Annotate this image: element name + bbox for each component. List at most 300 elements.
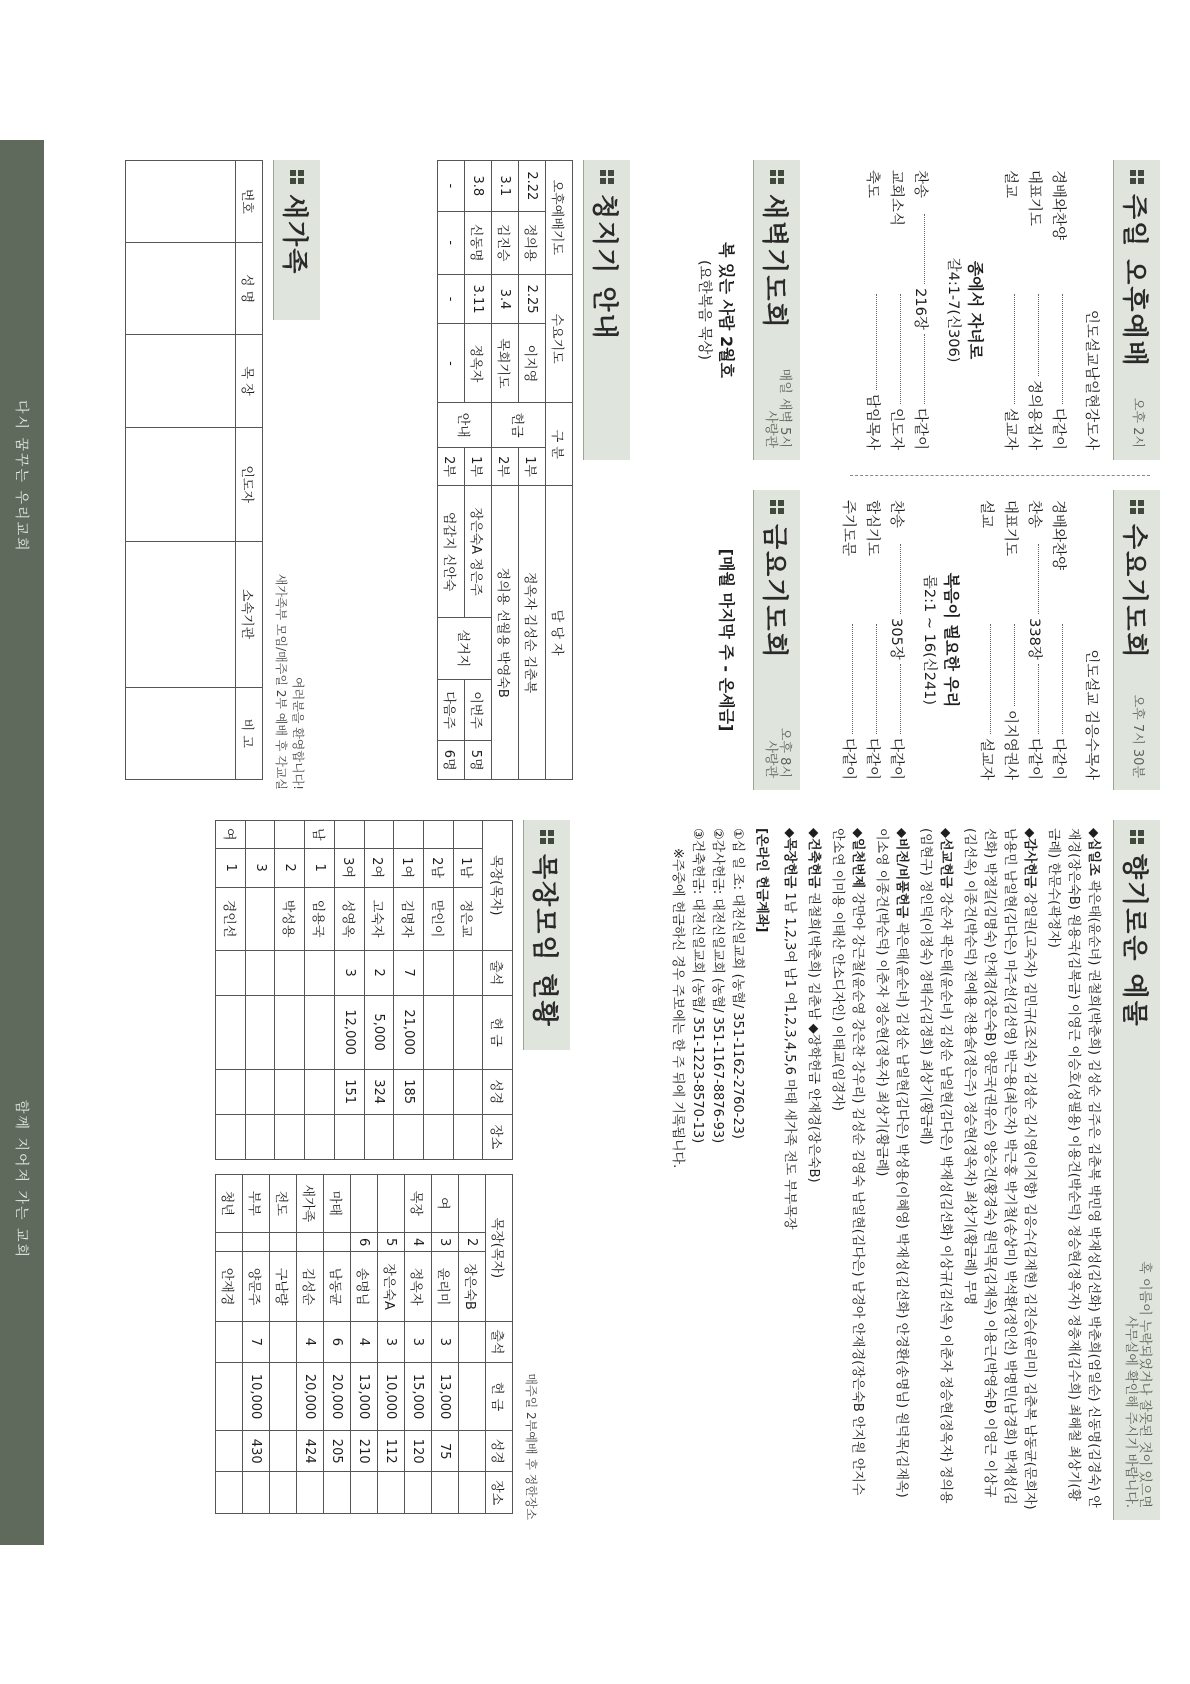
table-cell: 김진승 (492, 211, 519, 274)
table-cell: 신동명 (465, 211, 492, 274)
dotted-leader (1038, 294, 1039, 376)
online-account-title: [온라인 헌금계좌] (754, 828, 769, 933)
table-cell (270, 1430, 297, 1471)
section-bullet-icon (1130, 500, 1144, 514)
offering-paragraph: ◆선교헌금 강순자 곽은태(윤순녀) 김성순 남일현(김다은) 박재성(김선화) 이상규(김선옥) 이춘자 정승현(정옥자) 정의용(임현구) 정인덕(이정숙) 정태수(김정희) 최상기(황금례) (918, 828, 953, 1504)
table-cell: 2 (364, 950, 394, 995)
table-cell: 김성순 (297, 1252, 324, 1321)
wednesday-row: 설교 설교자 (978, 500, 995, 780)
table-cell: 남동균 (324, 1252, 351, 1321)
table-cell: 송명님 (351, 1252, 378, 1321)
table-cell (405, 1472, 432, 1514)
table-cell: 목 장 (236, 335, 263, 427)
table-cell (126, 541, 236, 687)
table-cell (453, 1114, 483, 1159)
offering-paragraph: ◆일천번제 강만아 강근철(윤순영 강은찬 강우리) 김성순 김영숙 남일현(김다은) 남경아 안재경(장은숙B 안지원 안지수 안소연 이미용 이태산 안소디자인) 이태교(임경자) (830, 828, 865, 1496)
table-cell: 15,000 (405, 1363, 432, 1431)
table-cell: 목장(목자) (486, 1175, 513, 1322)
table-cell: 윤리미 (432, 1252, 459, 1321)
table-cell (126, 687, 236, 779)
table-cell: 정은교 (453, 887, 483, 950)
table-cell (459, 1472, 486, 1514)
table-cell: 정옥자 (405, 1252, 432, 1321)
table-cell: 6 (351, 1232, 378, 1252)
table-cell: 이번주 (465, 679, 492, 741)
table-row (126, 161, 236, 780)
table-cell: 헌금 (492, 403, 546, 447)
table-cell: 185 (394, 1069, 424, 1114)
section-bullet-icon (770, 500, 784, 514)
table-cell: 4 (405, 1232, 432, 1252)
table-row (216, 1175, 243, 1514)
table-cell (378, 1472, 405, 1514)
table-cell: 2부 (492, 447, 519, 485)
table-cell: 5,000 (364, 995, 394, 1069)
wednesday-sermon-ref: 롬2:1 ~ 16(신241) (921, 574, 937, 706)
table-cell: 12,000 (334, 995, 364, 1069)
sunday-row: 교회소식 인도자 (888, 170, 905, 450)
new-family-note: 새가족부 모임/매주일 2부 예배 후 각교실 (274, 573, 288, 790)
sunday-leader: 인도설교남일현강도사 (1083, 309, 1099, 450)
table-row (364, 821, 394, 1160)
online-account: ①십 일 조: 대전신일교회 (농협/ 351-1162-2760-23) (730, 828, 745, 1139)
table-cell: 424 (297, 1430, 324, 1471)
table-cell (245, 1114, 275, 1159)
table-cell (216, 1232, 243, 1252)
table-cell: 3 (334, 950, 364, 995)
table-cell (245, 821, 275, 849)
table-row (483, 821, 513, 1160)
table-cell: 3 (432, 1321, 459, 1362)
table-cell: 2.25 (519, 274, 546, 324)
table-cell (432, 1472, 459, 1514)
table-cell: 성경 (486, 1430, 513, 1471)
table-cell (270, 1363, 297, 1431)
dotted-leader (876, 294, 877, 390)
table-cell: 1여 (394, 848, 424, 887)
table-row (405, 1175, 432, 1514)
table-row (459, 1175, 486, 1514)
table-cell: 3.11 (465, 274, 492, 324)
wednesday-prayer-section (838, 490, 1160, 790)
table-cell: 담 당 자 (546, 486, 573, 780)
offering-paragraph: ◆비전/비품헌금 곽은태(윤순녀) 김성순 남일현(김다은) 박성용(이혜영) 박재성(김선화) 안경환(송명님) 원덕목(김재옥) 이소영 이종건(박순덕) 이춘자 정승현(정옥자) 최상기(황금례) (874, 828, 909, 1498)
friday-prayer-time: 오후 8시 사랑관 (763, 727, 792, 778)
offering-section (663, 820, 1160, 1520)
table-cell: 장소 (486, 1472, 513, 1514)
table-cell: 6명 (438, 741, 465, 780)
table-cell (351, 1472, 378, 1514)
steward-title: 청지기 안내 (589, 194, 620, 341)
table-cell (423, 1114, 453, 1159)
table-cell: 7 (394, 950, 424, 995)
table-cell (216, 1472, 243, 1514)
sunday-row: 찬송 216장 다같이 (912, 170, 929, 450)
table-cell (364, 1114, 394, 1159)
dotted-leader (852, 624, 853, 734)
table-cell: - (438, 274, 465, 324)
dotted-leader (900, 544, 901, 614)
table-row (216, 821, 246, 1160)
table-cell (324, 1472, 351, 1514)
table-cell: - (438, 211, 465, 274)
table-cell: 1 (216, 848, 246, 887)
table-cell: 1 (305, 848, 335, 887)
table-cell: 출석 (486, 1321, 513, 1362)
table-cell: 구남량 (270, 1252, 297, 1321)
table-cell: 13,000 (432, 1363, 459, 1431)
table-cell (394, 821, 424, 849)
table-cell: 구 분 (546, 403, 573, 486)
sunday-service-header (1113, 160, 1160, 460)
dawn-prayer-subtitle: (요한복음 묵상) (696, 260, 712, 360)
table-cell: 3.4 (492, 274, 519, 324)
table-cell: 151 (334, 1069, 364, 1114)
table-cell: 비 고 (236, 687, 263, 779)
table-cell: 헌 금 (483, 995, 513, 1069)
table-cell: 마태 (324, 1175, 351, 1233)
table-cell: 남 (305, 821, 335, 849)
table-cell: 헌 금 (486, 1363, 513, 1431)
table-cell: 2 (275, 848, 305, 887)
table-cell: 112 (378, 1430, 405, 1471)
dotted-leader (924, 214, 925, 284)
table-row (351, 1175, 378, 1514)
wednesday-row: 찬송 338장 다같이 (1026, 500, 1043, 780)
table-cell: 장은숙A 정은주 (465, 486, 492, 618)
dotted-leader (1062, 624, 1063, 734)
table-cell: 새가족 (297, 1175, 324, 1233)
table-cell: 205 (324, 1430, 351, 1471)
table-cell (305, 950, 335, 995)
table-cell: 부부 (243, 1175, 270, 1233)
sunday-row: 대표기도 정의용집사 (1026, 170, 1043, 450)
steward-section (437, 160, 630, 790)
section-bullet-icon (770, 170, 784, 184)
table-cell: 경인선 (216, 887, 246, 950)
table-cell: 2부 (438, 447, 465, 485)
table-cell: 수요기도 (546, 274, 573, 403)
table-cell (453, 1069, 483, 1114)
table-cell (126, 242, 236, 334)
friday-prayer-header (753, 490, 800, 790)
section-bullet-icon (290, 170, 304, 184)
friday-prayer-section (716, 490, 800, 790)
table-cell: 김명자 (394, 887, 424, 950)
table-row (453, 821, 483, 1160)
table-cell (216, 1430, 243, 1471)
table-row (546, 161, 573, 780)
table-cell (459, 1430, 486, 1471)
cell-group-note: 매주일 2부예배 후 정한장소 (524, 1373, 538, 1520)
dotted-leader (900, 294, 901, 404)
cell-group-table-right (215, 1174, 513, 1514)
table-cell: 7 (243, 1321, 270, 1362)
table-row (334, 821, 364, 1160)
table-cell: 양문주 (243, 1252, 270, 1321)
table-cell: 인도자 (236, 427, 263, 541)
cell-group-section (215, 820, 570, 1520)
table-cell (378, 1175, 405, 1233)
table-cell: 안내 (438, 403, 492, 447)
table-cell (245, 995, 275, 1069)
table-cell (243, 1472, 270, 1514)
table-cell: 1부 (465, 447, 492, 485)
table-cell (324, 1232, 351, 1252)
table-row (275, 821, 305, 1160)
offering-notice: 혹 이름이 누락되었거나 잘못된 것이 있으면 사무실에 확인해 주시기 바랍니다. (1123, 1261, 1152, 1508)
table-cell: 430 (243, 1430, 270, 1471)
table-cell: 20,000 (324, 1363, 351, 1431)
table-cell (334, 1114, 364, 1159)
table-cell: 목장 (405, 1175, 432, 1233)
table-cell: 오후예배기도 (546, 161, 573, 275)
table-cell: 75 (432, 1430, 459, 1471)
table-cell: 21,000 (394, 995, 424, 1069)
table-cell: 장소 (483, 1114, 513, 1159)
table-cell: 목장(목자) (483, 821, 513, 951)
table-cell: 3 (432, 1232, 459, 1252)
dawn-prayer-book: 복 있는 사람 2월호 (717, 241, 736, 379)
table-cell (364, 821, 394, 849)
table-cell: 2여 (364, 848, 394, 887)
wednesday-prayer-header (1113, 490, 1160, 790)
dotted-leader (924, 334, 925, 404)
column-divider (850, 475, 1150, 476)
table-cell (459, 1363, 486, 1431)
table-cell (126, 335, 236, 427)
table-cell: 맏인이 (423, 887, 453, 950)
table-cell (423, 1069, 453, 1114)
steward-header (583, 160, 630, 460)
dotted-leader (900, 664, 901, 734)
table-cell: 정옥자 (465, 324, 492, 403)
new-family-welcome: 여러분을 환영합니다! (291, 677, 305, 790)
sunday-service-section (862, 160, 1160, 460)
table-cell: 이지영 (519, 324, 546, 403)
dawn-prayer-time: 매일 새벽 5시 사랑관 (763, 368, 792, 448)
table-cell (305, 1069, 335, 1114)
wednesday-row: 경배와찬양 다같이 (1050, 500, 1067, 780)
table-cell (275, 1069, 305, 1114)
table-cell (453, 995, 483, 1069)
offering-paragraph: ◆감사헌금 강일권(고숙자) 김민규(조진숙) 김성순 김시영(이지향) 김응수(김재현) 김진승(윤리미) 김춘복 남동균(문희자) 남용민 남일현(김다은) 마주선(김선영) 박근용(최은자) 박근홍 박기철(송상미) 박석환(정인선) 박명민(남경희) 박재성(김선화) 박정길(김명숙) 안재경(장은숙B) 양문국(권유순) 양승건(황경숙) 원덕목(김재옥) 이용근(박영숙B) 이영근 이상규(김선옥) 이종건(박순덕) 전예용 전용술(정은주) 정승현(정옥자) 최상기(황금례) 무명 (962, 828, 1037, 1510)
table-row (519, 161, 546, 780)
table-row (465, 161, 492, 780)
table-cell: 1부 (519, 447, 546, 485)
table-cell (245, 950, 275, 995)
table-cell: 목회기도 (492, 324, 519, 403)
table-cell: 324 (364, 1069, 394, 1114)
new-family-title: 새가족 (279, 194, 310, 276)
friday-prayer-title: 금요기도회 (759, 524, 790, 660)
table-cell (216, 1069, 246, 1114)
wednesday-prayer-time: 오후 7시 30분 (1130, 694, 1145, 778)
table-cell (270, 1232, 297, 1252)
online-account-note: ※주중에 헌금하신 경우 주보에는 한 주 뒤에 기록됩니다. (670, 848, 685, 1169)
table-cell (459, 1321, 486, 1362)
table-cell (297, 1472, 324, 1514)
cell-group-header (523, 820, 570, 1050)
sunday-row: 설교 설교자 (1002, 170, 1019, 450)
table-row (438, 161, 465, 780)
table-cell (270, 1321, 297, 1362)
table-cell: 소속기관 (236, 541, 263, 687)
table-cell: 설거지 (438, 618, 492, 680)
table-cell: 3 (245, 848, 275, 887)
new-family-table (125, 160, 263, 780)
dotted-leader (1062, 294, 1063, 404)
table-cell: 엄갑지 신안숙 (438, 486, 465, 618)
dotted-leader (876, 624, 877, 734)
table-cell: 성영옥 (334, 887, 364, 950)
table-cell: 2남 (423, 848, 453, 887)
table-cell (216, 950, 246, 995)
section-bullet-icon (600, 170, 614, 184)
table-cell: 120 (405, 1430, 432, 1471)
footer-right-slogan: 함께 지어져 가는 교회 (13, 1100, 29, 1260)
table-cell: 4 (351, 1321, 378, 1362)
online-account: ②감사헌금: 대전신일교회 (농협/ 351-1167-8876-93) (710, 828, 725, 1144)
steward-table (437, 160, 573, 780)
table-cell (305, 1114, 335, 1159)
table-cell (423, 950, 453, 995)
table-cell: 출석 (483, 950, 513, 995)
table-row (492, 161, 519, 780)
table-row (243, 1175, 270, 1514)
table-cell (453, 950, 483, 995)
footer-left-slogan: 다시 꿈꾸는 우리교회 (13, 400, 29, 553)
cell-group-table-left (215, 820, 513, 1160)
cell-group-title: 목장모임 현황 (529, 854, 560, 1028)
table-cell: 3.8 (465, 161, 492, 212)
table-cell: - (438, 161, 465, 212)
table-cell: 2.22 (519, 161, 546, 212)
offering-title: 향기로운 예물 (1119, 854, 1150, 1028)
table-cell (394, 1114, 424, 1159)
table-row (423, 821, 453, 1160)
table-cell (216, 1321, 243, 1362)
table-cell: - (438, 324, 465, 403)
table-cell (243, 1232, 270, 1252)
wednesday-row: 합심기도 다같이 (864, 500, 881, 780)
table-cell: 청년 (216, 1175, 243, 1233)
table-cell (245, 1069, 275, 1114)
table-cell (351, 1175, 378, 1233)
table-cell (126, 427, 236, 541)
table-cell: 10,000 (378, 1363, 405, 1431)
dotted-leader (990, 624, 991, 734)
table-cell: 고숙자 (364, 887, 394, 950)
table-cell (423, 821, 453, 849)
wednesday-row: 찬송 305장 다같이 (888, 500, 905, 780)
wednesday-row: 대표기도 이지영권사 (1002, 500, 1019, 780)
table-cell (423, 995, 453, 1069)
table-cell: 번호 (236, 161, 263, 243)
table-cell: 전도 (270, 1175, 297, 1233)
table-cell: 박성용 (275, 887, 305, 950)
friday-prayer-note: [매월 마지막 주 - 온세금] (717, 548, 736, 732)
table-row (394, 821, 424, 1160)
wednesday-row: 주기도문 다같이 (840, 500, 857, 780)
offering-header (1113, 820, 1160, 1520)
table-cell: 4 (297, 1321, 324, 1362)
sunday-service-time: 오후 2시 (1130, 397, 1145, 448)
new-family-header (273, 160, 320, 320)
table-cell (275, 995, 305, 1069)
table-cell: 10,000 (243, 1363, 270, 1431)
table-cell: 성 명 (236, 242, 263, 334)
table-cell (275, 1114, 305, 1159)
dawn-prayer-section (695, 160, 800, 460)
table-cell: 5 (378, 1232, 405, 1252)
sunday-service-title: 주일 오후예배 (1119, 194, 1150, 368)
table-cell (216, 1363, 243, 1431)
online-account: ③건축헌금: 대전신일교회 (농협/ 351-1223-8570-13) (690, 828, 705, 1144)
table-cell: 여 (432, 1175, 459, 1233)
wednesday-prayer-title: 수요기도회 (1119, 524, 1150, 660)
table-cell: 정의용 (519, 211, 546, 274)
table-cell (459, 1175, 486, 1233)
table-cell: 정옥자 김성순 김춘복 (519, 486, 546, 780)
table-cell: 13,000 (351, 1363, 378, 1431)
table-row (432, 1175, 459, 1514)
table-row (324, 1175, 351, 1514)
dawn-prayer-header (753, 160, 800, 460)
footer-band (0, 140, 44, 1545)
section-bullet-icon (1130, 830, 1144, 844)
sunday-sermon-title: 종에서 자녀로 (966, 260, 985, 360)
table-row (245, 821, 275, 1160)
sunday-sermon-ref: 갈4:1-7(신306) (945, 257, 961, 363)
table-cell: 3 (405, 1321, 432, 1362)
table-cell: 장은숙B (459, 1252, 486, 1321)
table-cell: 210 (351, 1430, 378, 1471)
table-cell (297, 1232, 324, 1252)
table-cell (453, 821, 483, 849)
table-row (236, 161, 263, 780)
table-cell: 6 (324, 1321, 351, 1362)
offering-paragraph: ◆십일조 곽은태(윤순녀) 권철희(박춘희) 김성순 김주은 김춘복 박민영 박재성(김선화) 박춘희(엄일순) 신동명(김경숙) 안재경(장은숙B) 원용국(김복금) 이영근 이승호(성필용) 이용건(박순덕) 정승현(정옥자) 정충재(김수희) 최해철 최상기(황금례) 한문수(곽정자) (1046, 828, 1101, 1508)
wednesday-leader: 인도설교 김응수목사 (1083, 649, 1099, 780)
table-cell: 3여 (334, 848, 364, 887)
table-cell: 20,000 (297, 1363, 324, 1431)
sunday-row: 경배와찬양 다같이 (1050, 170, 1067, 450)
table-cell: 정의용 선월용 박영숙B (492, 486, 519, 780)
wednesday-sermon-title: 복음이 필요한 우리 (942, 572, 961, 708)
table-row (270, 1175, 297, 1514)
table-cell: 안재경 (216, 1252, 243, 1321)
table-cell (275, 950, 305, 995)
dotted-leader (1014, 294, 1015, 404)
table-cell: 3.1 (492, 161, 519, 212)
table-cell: 5명 (465, 741, 492, 780)
table-cell (245, 887, 275, 950)
table-cell: 성경 (483, 1069, 513, 1114)
table-cell: 장은숙A (378, 1252, 405, 1321)
sunday-row: 축도 담임목사 (864, 170, 881, 450)
section-bullet-icon (1130, 170, 1144, 184)
table-cell: 3 (378, 1321, 405, 1362)
dotted-leader (1038, 664, 1039, 734)
table-row (305, 821, 335, 1160)
table-row (486, 1175, 513, 1514)
table-row (297, 1175, 324, 1514)
table-cell (275, 821, 305, 849)
table-cell: 여 (216, 821, 246, 849)
offering-paragraph: ◆목장헌금 1남 1,2,3여 남1 여1,2,3,4,5,6 마태 새가족 전도 부부목장 (782, 828, 797, 1230)
dotted-leader (1038, 544, 1039, 614)
